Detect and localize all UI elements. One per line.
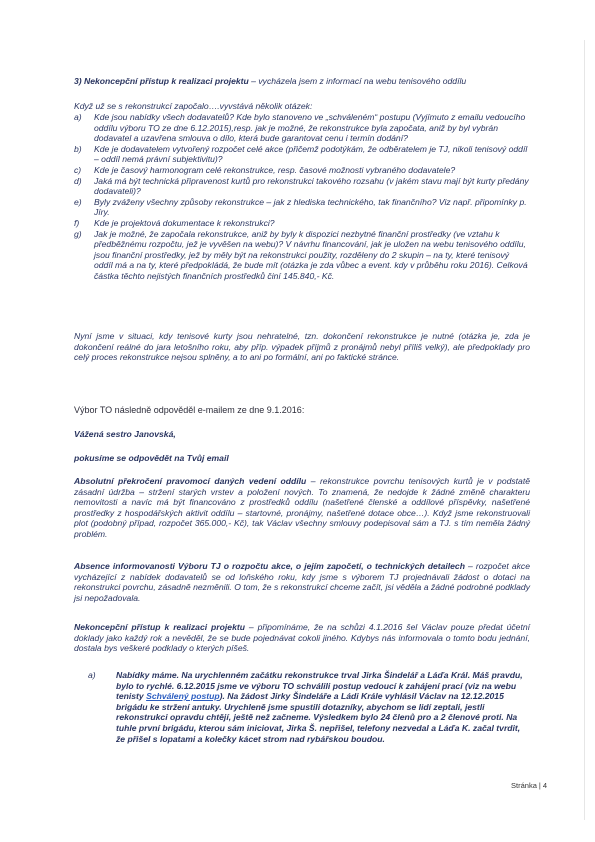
section-3-intro: Když už se s rekonstrukcí započalo….vyvstává několik otázek: — [74, 101, 313, 111]
question-text: Kde je časový harmonogram celé rekonstrukce, resp. časové možnosti vybraného dodavatele? — [94, 164, 456, 175]
question-item — [74, 229, 530, 282]
question-item — [74, 112, 530, 144]
reply-paragraph-1-text: – rekonstrukce povrchu tenisových kurtů je v podstatě zásadní údržba – stržení starých vrstev a položení nových. To znamená, že nedojde k žádné změně charakteru nemovitosti a navíc má být financováno z prostředků oddílu (našetřené členské a oddílové příspěvky, našetřené prostředky z hospodářských aktivit oddílu – startovné, pronájmy, našetřené dotace obce…). Když jsme rekonstruovali plot (podobný případ, rozpočet 365.000,- Kč), tak Václav všechny smlouvy podepisoval sám a TJ. s tím neměla žádný problém. — [74, 476, 531, 539]
question-marker: b) — [74, 143, 82, 154]
question-list — [74, 112, 530, 282]
footer-separator: | — [538, 781, 541, 790]
section-3-heading — [74, 76, 530, 87]
footer-label: Stránka — [511, 781, 537, 790]
question-text: Kde je projektová dokumentace k rekonstrukci? — [94, 217, 275, 228]
scan-edge-line — [584, 40, 585, 820]
question-item — [74, 176, 530, 197]
reply-paragraph-3-head: Nekoncepční přístup k realizaci projektu — [74, 622, 245, 632]
reply-line: pokusíme se odpovědět na Tvůj email — [74, 453, 229, 463]
question-text: Byly zváženy všechny způsoby rekonstrukce – jak z hlediska technického, tak finančního? Viz např. připomínky p. Jíry. — [94, 196, 527, 218]
page-footer — [511, 781, 547, 790]
question-marker: e) — [74, 196, 82, 207]
reply-paragraph-2-head: Absence informovanosti Výboru TJ o rozpočtu akce, o jejím započetí, o technických detailech — [74, 561, 465, 571]
question-text: Jak je možné, že započala rekonstrukce, aniž by byly k dispozici nezbytné finanční prostředky (ve vztahu k předběžnému rozpočtu, jež je vyvěšen na webu)? V návrhu financování, jak je uložen na webu tenisového oddílu, jsou finanční prostředky, jež by měly být na rekonstrukci použity, rozděleny do 2 skupin – na ty, které tenisový oddíl má a na ty, které předpokládá, že bude mít (otázka je zda vůbec a event. kdy v průběhu roku 2016). Celková částka těchto nejistých finančních prostředků činí 145.840,- Kč. — [94, 228, 528, 281]
question-item — [74, 218, 530, 229]
reply-item — [88, 670, 530, 744]
question-item — [74, 144, 530, 165]
reply-greeting: Vážená sestro Janovská, — [74, 429, 176, 439]
question-marker: c) — [74, 164, 82, 175]
question-item — [74, 197, 530, 218]
reply-intro: Výbor TO následně odpověděl e-mailem ze dne 9.1.2016: — [74, 405, 305, 415]
question-text: Kde jsou nabídky všech dodavatelů? Kde bylo stanoveno ve „schváleném“ postupu (Vyjímuto z emailu vedoucího oddílu výboru TO ze dne 6.12.2015),resp. jak je možné, že rekonstrukce byla započata, aniž by byl vybrán dodavatel a uzavřena smlouva o dílo, která bude garantovat cenu i termín dodání? — [94, 112, 526, 144]
reply-item-text-pre: Nabídky máme. Na urychlenném začátku rekonstrukce trval Jirka Šindelář a Láďa Král. Máš pravdu, bylo to rychlé. 6.12.2015 jsme ve výboru TO schválili postup vedoucí k zahájení prací (viz na webu tenisty — [116, 670, 523, 702]
question-item — [74, 165, 530, 176]
reply-list — [88, 670, 530, 744]
question-text: Jaká má být technická připravenost kurtů pro rekonstrukci takového rozsahu (v jakém stavu mají být kurty předány dodavateli)? — [94, 175, 529, 197]
reply-paragraph-3 — [74, 622, 530, 654]
question-marker: g) — [74, 228, 82, 239]
question-marker: f) — [74, 217, 80, 228]
reply-paragraph-3-text: – připomínáme, že na schůzi 4.1.2016 šel Václav pouze předat účetní doklady jako každý rok a nevěděl, že se bude pojednávat cokoli jiného. Kdybys nás informovala o tomto bodu jednání, dostala bys veškeré podklady o kterých píšeš. — [74, 622, 530, 654]
reply-item-marker: a) — [88, 670, 96, 680]
reply-paragraph-1 — [74, 476, 530, 540]
reply-paragraph-2 — [74, 561, 530, 603]
section-3-title: 3) Nekoncepční přístup k realizaci projektu — [74, 76, 249, 86]
approved-procedure-link[interactable]: Schválený postup — [146, 691, 220, 702]
question-text: Kde je dodavatelem vytvořený rozpočet celé akce (přičemž podotýkám, že odběratelem je TJ, nikoli tenisový oddíl – oddíl nemá právní subjektivitu)? — [94, 143, 528, 165]
reply-item-text-post: ). Na žádost Jirky Šindeláře a Ládi Krále vyhlásil Václav na 12.12.2015 brigádu ke stržení antuky. Urychleně jsme spustili dotazníky, abychom se lidí zeptali, jestli rekonstrukci opravdu chtějí, ještě než začneme. Výsledkem bylo 24 členů pro a 2 členové proti. Na tuhle první brigádu, kterou sám iniciovat, Jirka Š. nepřišel, telefony nezvedal a Láďa K. začal tvrdit, že přišel s lopatami a kolečky kácet strom nad rybářskou boudou. — [116, 691, 521, 744]
question-marker: d) — [74, 175, 82, 186]
section-3-closing: Nyní jsme v situaci, kdy tenisové kurty jsou nehratelné, tzn. dokončení rekonstrukce je nutné (otázka je, zda je dokončení reálné do jara letošního roku, aby příp. výpadek příjmů z pronájmů nebyl příliš velký), ale předpoklady pro celý proces rekonstrukce nejsou splněny, a to ani po formální, ani po faktické stránce. — [74, 331, 530, 363]
reply-item-text — [116, 670, 523, 744]
reply-paragraph-1-head: Absolutní překročení pravomocí daných vedení oddílu — [74, 476, 307, 486]
question-marker: a) — [74, 112, 82, 122]
reply-paragraph-2-text: – rozpočet akce vycházející z nabídek dodavatelů se od loňského roku, kdy jsme s výborem TJ projednávali žádost o dotaci na rekonstrukci povrchu, zásadně nezměnili. O tom, že s rekonstrukcí chceme začít, jsi věděla a žádné podrobné podklady jsi nepožadovala. — [74, 561, 530, 603]
page-number: 4 — [542, 781, 547, 790]
section-3-title-rest: – vycházela jsem z informací na webu tenisového oddílu — [248, 76, 467, 86]
